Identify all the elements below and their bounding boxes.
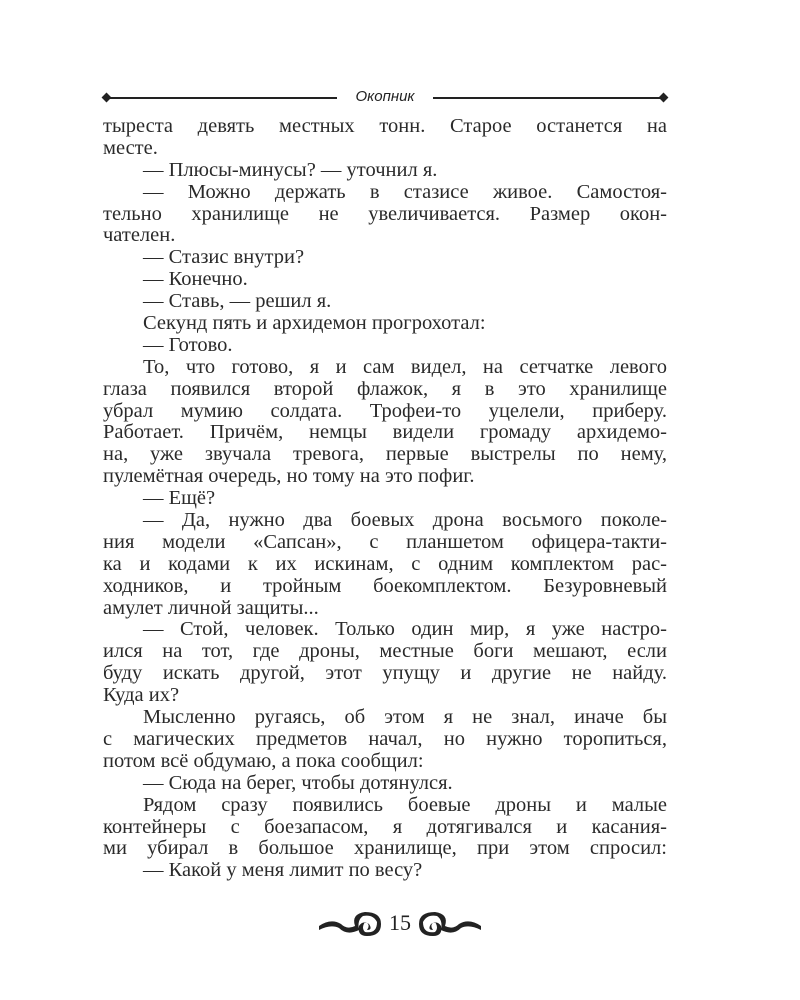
- text-line: ходников, и тройным боекомплектом. Безуровневый: [103, 575, 667, 597]
- text-line: — Ставь, — решил я.: [143, 290, 332, 313]
- text-line: ния модели «Сапсан», с планшетом офицера-такти-: [103, 531, 667, 553]
- text-line: — Конечно.: [143, 268, 248, 291]
- text-line: — Какой у меня лимит по весу?: [143, 859, 423, 882]
- running-header: [103, 88, 667, 108]
- text-line: Куда их?: [103, 684, 180, 707]
- text-line: — Сюда на берег, чтобы дотянулся.: [143, 771, 453, 794]
- text-line: Работает. Причём, немцы видели громаду архидемо-: [103, 422, 667, 444]
- text-line: ился на тот, где дроны, местные боги мешают, если: [103, 641, 667, 663]
- text-line: тыреста девять местных тонн. Старое останется на: [103, 116, 667, 137]
- text-line: Мысленно ругаясь, об этом я не знал, иначе бы: [143, 707, 667, 729]
- text-line: ми убирал в большое хранилище, при этом спросил:: [103, 838, 667, 860]
- text-line: пулемётная очередь, но тому на это пофиг.: [103, 465, 475, 488]
- text-line: Секунд пять и архидемон прогрохотал:: [143, 312, 486, 335]
- running-title: Окопник: [355, 88, 415, 105]
- text-line: амулет личной защиты...: [103, 596, 319, 619]
- text-line: глаза появился второй флажок, я в это хранилище: [103, 378, 667, 400]
- text-line: То, что готово, я и сам видел, на сетчатке левого: [143, 356, 667, 378]
- text-line: — Стазис внутри?: [143, 246, 305, 269]
- text-line: чателен.: [103, 224, 176, 247]
- page-body-text: [103, 116, 667, 882]
- text-line: — Плюсы-минусы? — уточнил я.: [143, 158, 438, 181]
- text-line: контейнеры с боезапасом, я дотягивался и касания-: [103, 816, 667, 838]
- ornament-right-icon: [417, 908, 483, 938]
- text-line: — Ещё?: [143, 487, 216, 510]
- text-line: убрал мумию солдата. Трофеи-то уцелели, приберу.: [103, 400, 667, 422]
- page-footer: [0, 905, 800, 941]
- text-line: — Готово.: [143, 333, 233, 356]
- text-line: потом всё обдумаю, а пока сообщил:: [103, 749, 424, 772]
- ornament-left-icon: [317, 908, 383, 938]
- text-line: — Стой, человек. Только один мир, я уже настро-: [143, 619, 667, 641]
- text-line: тельно хранилище не увеличивается. Размер окон-: [103, 203, 667, 225]
- page-number: 15: [389, 910, 411, 935]
- header-rule-right: [433, 97, 663, 99]
- text-line: месте.: [103, 136, 158, 159]
- text-line: с магических предметов начал, но нужно торопиться,: [103, 728, 667, 750]
- text-line: — Можно держать в стазисе живое. Самостоя-: [143, 181, 667, 203]
- text-line: Рядом сразу появились боевые дроны и малые: [143, 794, 667, 816]
- text-line: буду искать другой, этот упущу и другие не найду.: [103, 663, 667, 685]
- text-line: на, уже звучала тревога, первые выстрелы по нему,: [103, 444, 667, 466]
- text-line: — Да, нужно два боевых дрона восьмого поколе-: [143, 510, 667, 532]
- text-line: ка и кодами к их искинам, с одним комплектом рас-: [103, 553, 667, 575]
